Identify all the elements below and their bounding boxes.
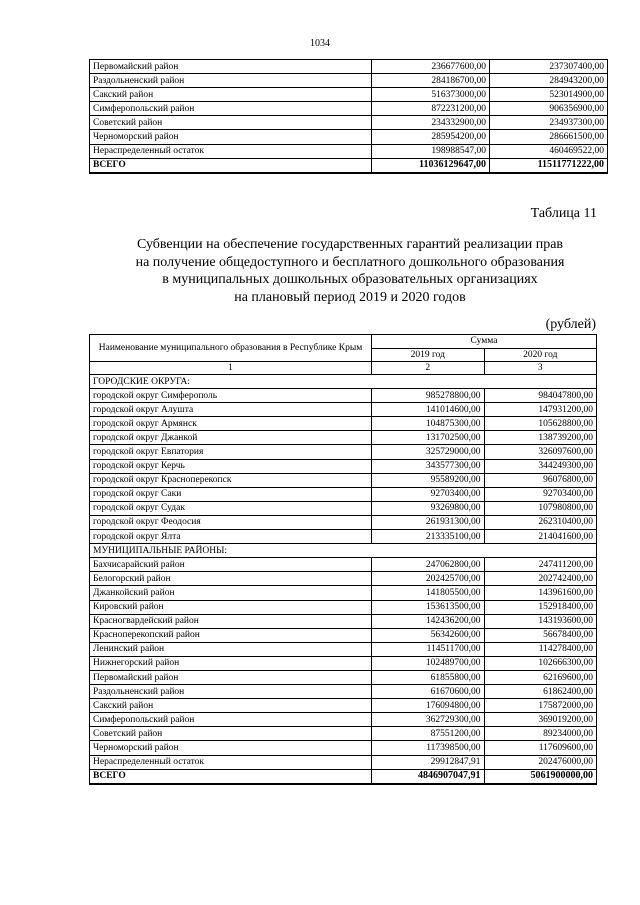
row-name: городской округ Керчь — [90, 459, 372, 473]
value-2019: 131702500,00 — [372, 431, 485, 445]
table-row — [90, 459, 597, 473]
table-11 — [89, 334, 597, 785]
row-name: городской округ Феодосия — [90, 515, 372, 529]
row-name: Советский район — [90, 116, 372, 130]
table-row — [90, 727, 597, 741]
table-row — [90, 130, 608, 144]
value-2020: 117609600,00 — [484, 741, 597, 755]
row-name: Симферопольский район — [90, 713, 372, 727]
value-2020: 906356900,00 — [490, 102, 608, 116]
section-row — [90, 544, 597, 558]
row-name: Черноморский район — [90, 130, 372, 144]
value-2020: 202476000,00 — [484, 755, 597, 769]
header-name: Наименование муниципального образования в Республике Крым — [90, 335, 372, 362]
table-row — [90, 389, 597, 403]
value-2019: 141014600,00 — [372, 403, 485, 417]
table-10-continuation — [89, 59, 608, 174]
value-2020: 202742400,00 — [484, 572, 597, 586]
value-2020: 152918400,00 — [484, 600, 597, 614]
row-name: Нижнегорский район — [90, 656, 372, 670]
value-2019: 213335100,00 — [372, 530, 485, 544]
table-row — [90, 417, 597, 431]
table-11-label: Таблица 11 — [530, 206, 597, 221]
row-name: Нераспределенный остаток — [90, 144, 372, 158]
value-2019: 285954200,00 — [372, 130, 490, 144]
table-10-body — [90, 60, 608, 173]
column-number: 3 — [484, 362, 597, 375]
row-name: городской округ Симферополь — [90, 389, 372, 403]
value-2019: 202425700,00 — [372, 572, 485, 586]
row-name: Белогорский район — [90, 572, 372, 586]
value-2019: 284186700,00 — [372, 74, 490, 88]
row-name: ВСЕГО — [90, 158, 372, 173]
row-name: Симферопольский район — [90, 102, 372, 116]
row-name: Красноперекопский район — [90, 628, 372, 642]
column-number-row — [90, 362, 597, 375]
row-name: городской округ Джанкой — [90, 431, 372, 445]
value-2020: 286661500,00 — [490, 130, 608, 144]
value-2019: 61670600,00 — [372, 685, 485, 699]
value-2019: 56342600,00 — [372, 628, 485, 642]
value-2020: 56678400,00 — [484, 628, 597, 642]
table-row — [90, 628, 597, 642]
column-number: 2 — [372, 362, 485, 375]
table-row — [90, 74, 608, 88]
header-year-2019: 2019 год — [372, 348, 485, 362]
value-2020: 284943200,00 — [490, 74, 608, 88]
row-name: Сакский район — [90, 699, 372, 713]
row-name: Раздольненский район — [90, 685, 372, 699]
table-row — [90, 102, 608, 116]
value-2020: 326097600,00 — [484, 445, 597, 459]
section-heading: ГОРОДСКИЕ ОКРУГА: — [90, 375, 597, 389]
value-2020: 89234000,00 — [484, 727, 597, 741]
value-2020: 234937300,00 — [490, 116, 608, 130]
table-row — [90, 515, 597, 529]
table-row — [90, 600, 597, 614]
header-year-2020: 2020 год — [484, 348, 597, 362]
table-row — [90, 403, 597, 417]
value-2020: 61862400,00 — [484, 685, 597, 699]
value-2019: 236677600,00 — [372, 60, 490, 74]
table-row — [90, 656, 597, 670]
table-row — [90, 144, 608, 158]
section-row — [90, 375, 597, 389]
value-2020: 247411200,00 — [484, 558, 597, 572]
row-name: Первомайский район — [90, 60, 372, 74]
page-number: 1034 — [310, 38, 330, 49]
table-row — [90, 558, 597, 572]
value-2019: 261931300,00 — [372, 515, 485, 529]
row-name: ВСЕГО — [90, 769, 372, 784]
value-2019: 362729300,00 — [372, 713, 485, 727]
value-2019: 985278800,00 — [372, 389, 485, 403]
value-2020: 523014900,00 — [490, 88, 608, 102]
title-line: в муниципальных дошкольных образовательных организациях — [162, 272, 538, 287]
table-row — [90, 614, 597, 628]
row-name: Черноморский район — [90, 741, 372, 755]
row-name: Джанкойский район — [90, 586, 372, 600]
value-2019: 516373000,00 — [372, 88, 490, 102]
value-2019: 104875300,00 — [372, 417, 485, 431]
row-name: Ленинский район — [90, 642, 372, 656]
value-2019: 343577300,00 — [372, 459, 485, 473]
row-name: Нераспределенный остаток — [90, 755, 372, 769]
row-name: городской округ Алушта — [90, 403, 372, 417]
table-row — [90, 445, 597, 459]
value-2020: 984047800,00 — [484, 389, 597, 403]
table-row — [90, 501, 597, 515]
table-row — [90, 431, 597, 445]
value-2020: 107980800,00 — [484, 501, 597, 515]
value-2020: 114278400,00 — [484, 642, 597, 656]
value-2020: 460469522,00 — [490, 144, 608, 158]
value-2020: 5061900000,00 — [484, 769, 597, 784]
row-name: городской округ Ялта — [90, 530, 372, 544]
table-row — [90, 487, 597, 501]
value-2020: 105628800,00 — [484, 417, 597, 431]
value-2020: 11511771222,00 — [490, 158, 608, 173]
column-number: 1 — [90, 362, 372, 375]
row-name: городской округ Евпатория — [90, 445, 372, 459]
value-2020: 92703400,00 — [484, 487, 597, 501]
table-row — [90, 755, 597, 769]
row-name: Красногвардейский район — [90, 614, 372, 628]
value-2019: 95589200,00 — [372, 473, 485, 487]
value-2019: 93269800,00 — [372, 501, 485, 515]
row-name: Раздольненский район — [90, 74, 372, 88]
value-2020: 147931200,00 — [484, 403, 597, 417]
table-row — [90, 473, 597, 487]
section-heading: МУНИЦИПАЛЬНЫЕ РАЙОНЫ: — [90, 544, 597, 558]
row-name: Первомайский район — [90, 670, 372, 684]
value-2020: 237307400,00 — [490, 60, 608, 74]
value-2019: 234332900,00 — [372, 116, 490, 130]
table-row — [90, 60, 608, 74]
table-row — [90, 88, 608, 102]
value-2020: 214041600,00 — [484, 530, 597, 544]
row-name: городской округ Красноперекопск — [90, 473, 372, 487]
title-line: на плановый период 2019 и 2020 годов — [234, 289, 466, 305]
value-2019: 102489700,00 — [372, 656, 485, 670]
table-row — [90, 116, 608, 130]
value-2020: 175872000,00 — [484, 699, 597, 713]
value-2020: 369019200,00 — [484, 713, 597, 727]
unit-label: (рублей) — [545, 317, 596, 332]
table-row — [90, 586, 597, 600]
value-2020: 344249300,00 — [484, 459, 597, 473]
value-2019: 247062800,00 — [372, 558, 485, 572]
value-2020: 138739200,00 — [484, 431, 597, 445]
value-2020: 262310400,00 — [484, 515, 597, 529]
row-name: городской округ Судак — [90, 501, 372, 515]
value-2019: 87551200,00 — [372, 727, 485, 741]
table-row — [90, 572, 597, 586]
title-line: Субвенции на обеспечение государственных гарантий реализации прав — [136, 237, 564, 252]
value-2019: 153613500,00 — [372, 600, 485, 614]
total-row — [90, 158, 608, 173]
value-2019: 142436200,00 — [372, 614, 485, 628]
value-2019: 11036129647,00 — [372, 158, 490, 173]
row-name: городской округ Саки — [90, 487, 372, 501]
value-2019: 872231200,00 — [372, 102, 490, 116]
row-name: городской округ Армянск — [90, 417, 372, 431]
value-2019: 29912847,91 — [372, 755, 485, 769]
header-row — [90, 335, 597, 349]
table-11-body — [90, 335, 597, 784]
row-name: Бахчисарайский район — [90, 558, 372, 572]
table-row — [90, 685, 597, 699]
table-row — [90, 713, 597, 727]
value-2019: 176094800,00 — [372, 699, 485, 713]
table-row — [90, 530, 597, 544]
value-2020: 143961600,00 — [484, 586, 597, 600]
value-2019: 92703400,00 — [372, 487, 485, 501]
value-2019: 4846907047,91 — [372, 769, 485, 784]
table-row — [90, 699, 597, 713]
row-name: Кировский район — [90, 600, 372, 614]
value-2019: 325729000,00 — [372, 445, 485, 459]
value-2019: 117398500,00 — [372, 741, 485, 755]
value-2020: 102666300,00 — [484, 656, 597, 670]
table-row — [90, 670, 597, 684]
value-2020: 143193600,00 — [484, 614, 597, 628]
table-row — [90, 642, 597, 656]
table-row — [90, 741, 597, 755]
value-2020: 96076800,00 — [484, 473, 597, 487]
title-line: на получение общедоступного и бесплатного дошкольного образования — [135, 254, 565, 270]
value-2019: 114511700,00 — [372, 642, 485, 656]
total-row — [90, 769, 597, 784]
table-11-title — [60, 236, 640, 306]
row-name: Советский район — [90, 727, 372, 741]
header-sum: Сумма — [372, 335, 597, 349]
row-name: Сакский район — [90, 88, 372, 102]
value-2020: 62169600,00 — [484, 670, 597, 684]
value-2019: 61855800,00 — [372, 670, 485, 684]
value-2019: 198988547,00 — [372, 144, 490, 158]
value-2019: 141805500,00 — [372, 586, 485, 600]
